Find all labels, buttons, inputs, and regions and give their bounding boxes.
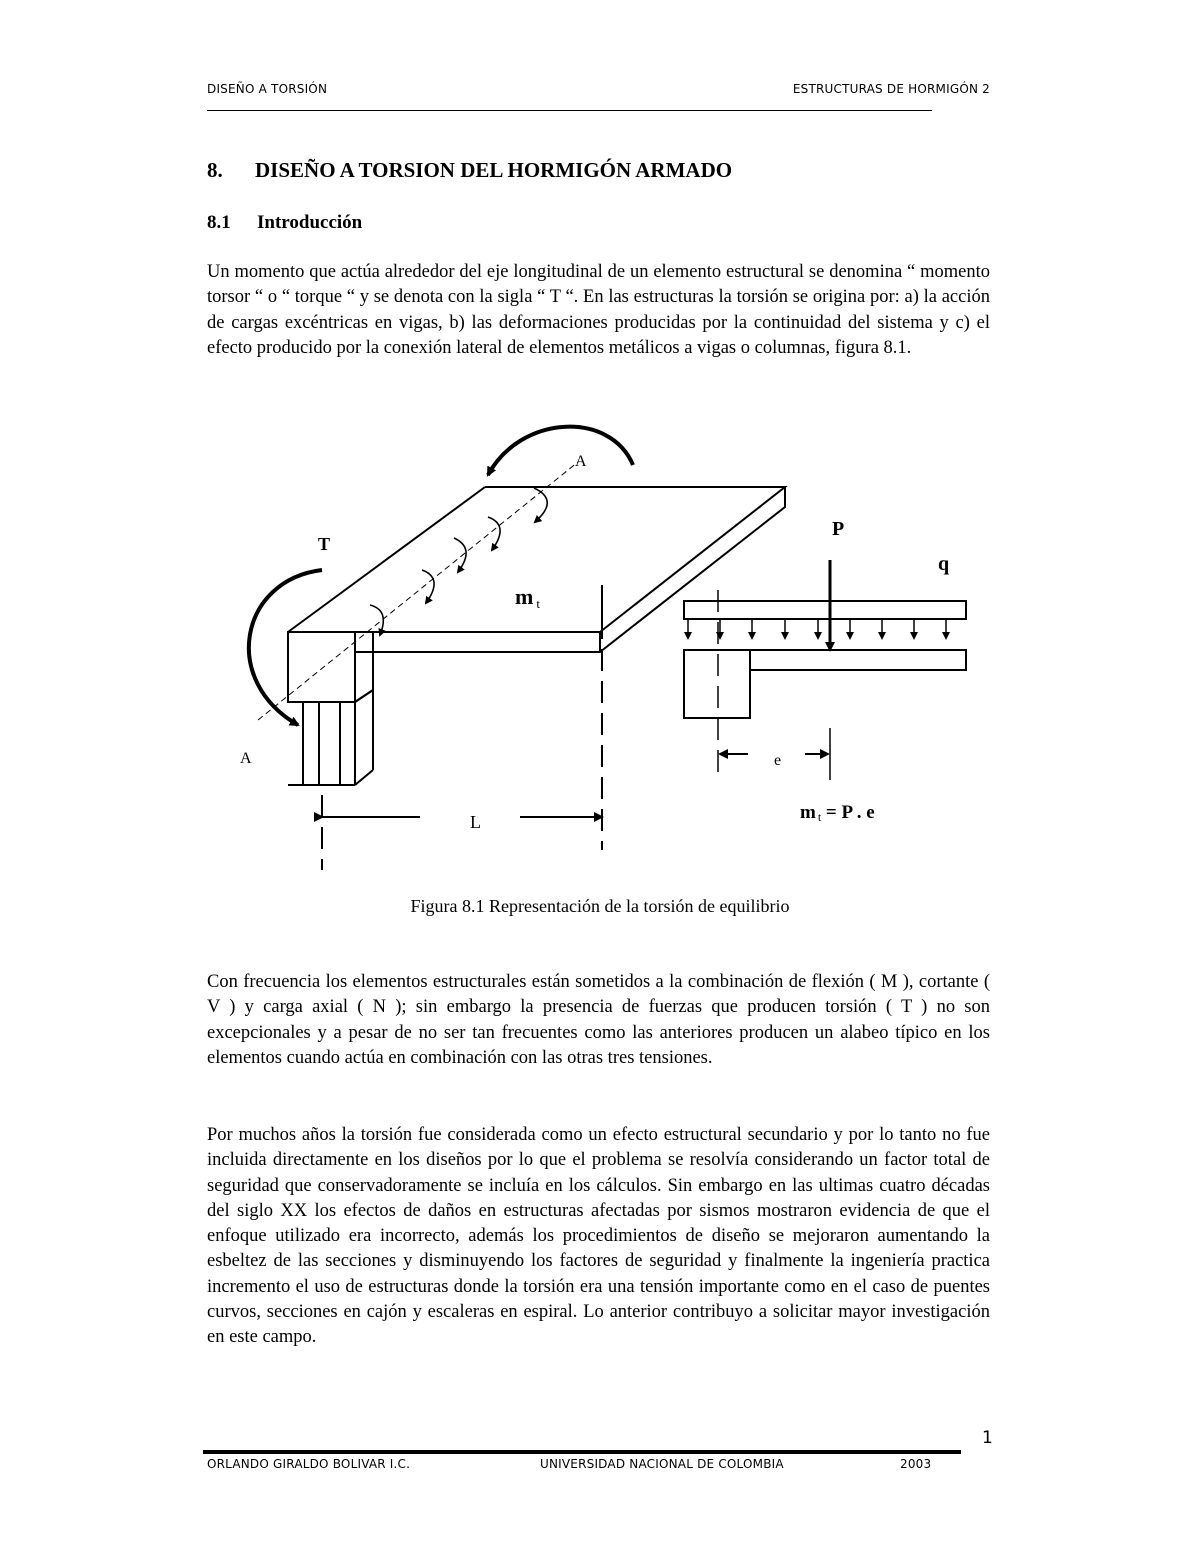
chapter-number: 8. bbox=[207, 158, 223, 182]
section-heading bbox=[207, 212, 362, 234]
header-divider bbox=[207, 110, 932, 111]
header-left: DISEÑO A TORSIÓN bbox=[207, 82, 328, 96]
torque-arrow-top bbox=[488, 427, 633, 475]
footer-author: ORLANDO GIRALDO BOLIVAR I.C. bbox=[207, 1457, 411, 1471]
label-L: L bbox=[470, 812, 481, 832]
label-mt bbox=[515, 584, 540, 611]
label-mt-sub: t bbox=[536, 596, 540, 611]
section-title: Introducción bbox=[257, 212, 363, 233]
equation-m: m bbox=[800, 802, 816, 823]
paragraph-combination: Con frecuencia los elementos estructurales están sometidos a la combinación de flexión ( M ), cortante ( V ) y carga axial ( N ); sin embargo la presencia de fuerzas que producen torsión ( T ) no son excepcionales y a pesar de no ser tan frecuentes como las anteriores producen un alabeo típico en los elementos cuando actúa en combinación con las otras tres tensiones. bbox=[207, 972, 990, 1068]
torsion-figure bbox=[230, 420, 990, 870]
distributed-load-q bbox=[688, 620, 946, 638]
label-A-bottom: A bbox=[240, 750, 252, 767]
chapter-title: DISEÑO A TORSION DEL HORMIGÓN ARMADO bbox=[255, 158, 733, 182]
figure-caption: Figura 8.1 Representación de la torsión de equilibrio bbox=[410, 896, 790, 916]
section-number: 8.1 bbox=[207, 212, 231, 233]
footer-year: 2003 bbox=[900, 1457, 932, 1471]
equation-mt bbox=[800, 802, 875, 824]
label-mt-m: m bbox=[515, 584, 534, 609]
label-T: T bbox=[318, 534, 331, 554]
paragraph-intro: Un momento que actúa alrededor del eje longitudinal de un elemento estructural se denomina “ momento torsor “ o “ torque “ y se denota con la sigla “ T “. En las estructuras la torsión se origina por: a) la acción de cargas excéntricas en vigas, b) las deformaciones producidas por la continuidad del sistema y c) el efecto producido por la conexión lateral de elementos metálicos a vigas o columnas, figura 8.1. bbox=[207, 262, 990, 358]
paragraph-history: Por muchos años la torsión fue considerada como un efecto estructural secundario y por lo tanto no fue incluida directamente en los diseños por lo que el problema se resolvía considerando un factor total de seguridad que conservadoramente se incluía en los cálculos. Sin embargo en las ultimas cuatro décadas del siglo XX los efectos de daños en estructuras afectadas por sismos mostraron evidencia de que el enfoque utilizado era incorrecto, además los procedimientos de diseño se mejoraron aumentando la esbeltez de las secciones y disminuyendo los factores de seguridad y finalmente la ingeniería practica incremento el uso de estructuras donde la torsión era una tensión importante como en el caso de puentes curvos, secciones en cajón y escaleras en espiral. Lo anterior contribuyo a solicitar mayor investigación en este campo. bbox=[207, 1125, 990, 1348]
equation-sub: t bbox=[817, 810, 822, 824]
distributed-torque-arrows bbox=[370, 488, 547, 635]
page-number: 1 bbox=[982, 1428, 993, 1448]
chapter-heading bbox=[207, 158, 732, 183]
label-A-top: A bbox=[575, 453, 587, 470]
footer-divider bbox=[203, 1450, 961, 1454]
footer-university: UNIVERSIDAD NACIONAL DE COLOMBIA bbox=[540, 1457, 784, 1471]
label-q: q bbox=[938, 553, 950, 575]
cross-section bbox=[684, 590, 966, 780]
label-e: e bbox=[774, 752, 782, 769]
header-right: ESTRUCTURAS DE HORMIGÓN 2 bbox=[792, 82, 990, 96]
label-P: P bbox=[832, 518, 845, 540]
torsion-diagram bbox=[230, 420, 990, 870]
equation-rest: = P . e bbox=[821, 802, 875, 823]
dimension-L bbox=[322, 585, 602, 870]
